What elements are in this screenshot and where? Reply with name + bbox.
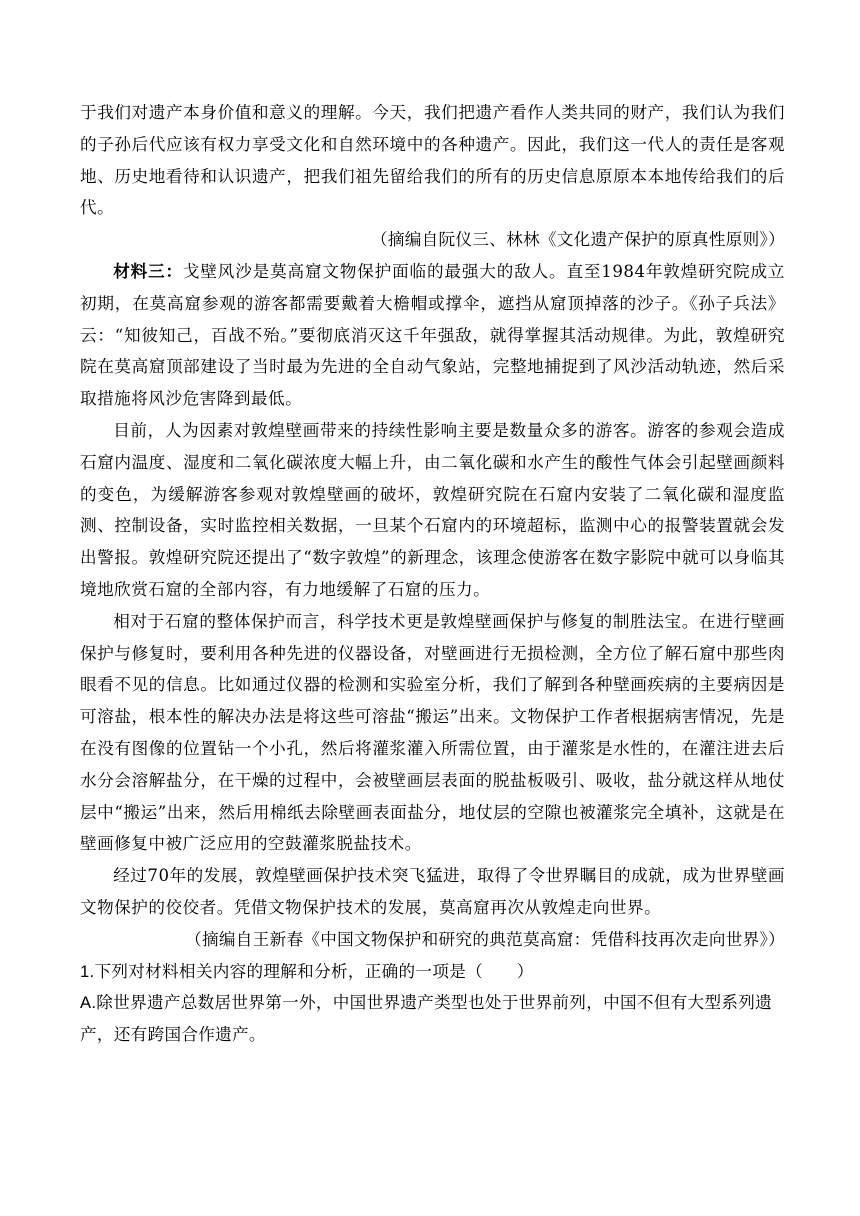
question-text: 下列对材料相关内容的理解和分析，正确的一项是（ ） [94,961,534,981]
option-a-text: 除世界遗产总数居世界第一外，中国世界遗产类型也处于世界前列，中国不但有大型系列遗产，还有跨国合作遗产。 [80,993,773,1045]
paragraph-continued: 于我们对遗产本身价值和意义的理解。今天，我们把遗产看作人类共同的财产，我们认为我们的子孙后代应该有权力享受文化和自然环境中的各种遗产。因此，我们这一代人的责任是客观地、历史地看待和认识遗产，把我们祖先留给我们的所有的历史信息原原本本地传给我们的后代。 [80,103,785,218]
document-page [80,97,785,1051]
option-a-letter: A. [80,993,97,1013]
source-citation-2: （摘编自王新春《中国文物保护和研究的典范莫高窟：凭借科技再次走向世界》） [185,929,785,949]
source-citation-1: （摘编自阮仪三、林林《文化遗产保护的原真性原则》） [370,230,785,250]
material-three-paragraph-2: 目前，人为因素对敦煌壁画带来的持续性影响主要是数量众多的游客。游客的参观会造成石窟内温度、湿度和二氧化碳浓度大幅上升，由二氧化碳和水产生的酸性气体会引起壁画颜料的变色，为缓解游客参观对敦煌壁画的破坏，敦煌研究院在石窟内安装了二氧化碳和湿度监测、控制设备，实时监控相关数据，一旦某个石窟内的环境超标，监测中心的报警装置就会发出警报。敦煌研究院还提出了“数字敦煌”的新理念，该理念使游客在数字影院中就可以身临其境地欣赏石窟的全部内容，有力地缓解了石窟的压力。 [80,420,785,599]
material-three-text-1: 戈壁风沙是莫高窟文物保护面临的最强大的敌人。直至1984年敦煌研究院成立初期，在莫高窟参观的游客都需要戴着大檐帽或撑伞，遮挡从窟顶掉落的沙子。《孙子兵法》云：“知彼知己，百战不殆。”要彻底消灭这千年强敌，就得掌握其活动规律。为此，敦煌研究院在莫高窟顶部建设了当时最为先进的全自动气象站，完整地捕捉到了风沙活动轨迹，然后采取措施将风沙危害降到最低。 [80,261,785,409]
option-a [80,987,785,1051]
material-three-paragraph-1 [80,256,785,415]
material-three-paragraph-3: 相对于石窟的整体保护而言，科学技术更是敦煌壁画保护与修复的制胜法宝。在进行壁画保护与修复时，要利用各种先进的仪器设备，对壁画进行无损检测，全方位了解石窟中那些肉眼看不见的信息。比如通过仪器的检测和实验室分析，我们了解到各种壁画疾病的主要病因是可溶盐，根本性的解决办法是将这些可溶盐“搬运”出来。文物保护工作者根据病害情况，先是在没有图像的位置钻一个小孔，然后将灌浆灌入所需位置，由于灌浆是水性的，在灌注进去后水分会溶解盐分，在干燥的过程中，会被壁画层表面的脱盐板吸引、吸收，盐分就这样从地仗层中“搬运”出来，然后用棉纸去除壁画表面盐分，地仗层的空隙也被灌浆完全填补，这就是在壁画修复中被广泛应用的空鼓灌浆脱盐技术。 [80,611,785,854]
material-three-label: 材料三： [113,260,183,281]
question-number: 1. [80,961,95,981]
material-three-paragraph-4: 经过70年的发展，敦煌壁画保护技术突飞猛进，取得了令世界瞩目的成就，成为世界壁画文物保护的佼佼者。凭借文物保护技术的发展，莫高窟再次从敦煌走向世界。 [80,866,785,917]
question-1 [80,956,785,988]
